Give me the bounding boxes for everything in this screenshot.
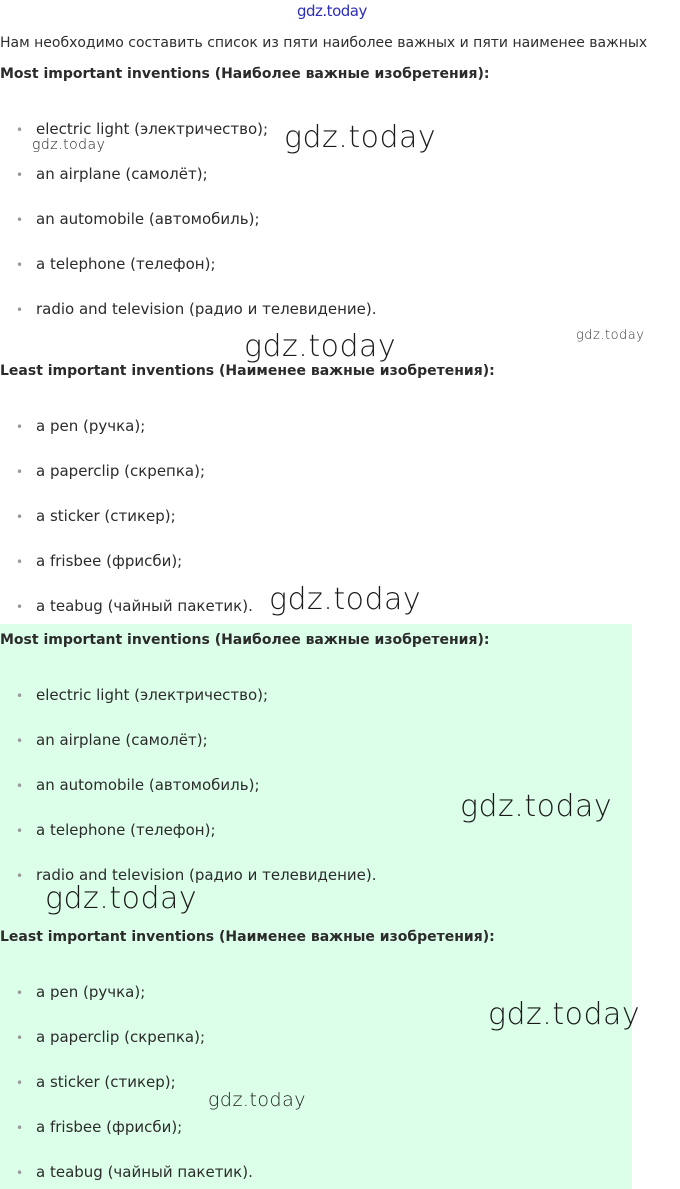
bullet: • bbox=[16, 1166, 24, 1180]
list-item: a frisbee (фрисби); bbox=[36, 552, 183, 570]
bullet: • bbox=[16, 779, 24, 793]
list-item: an airplane (самолёт); bbox=[36, 731, 208, 749]
most-important-heading: Most important inventions (Наиболее важные изобретения): bbox=[0, 632, 490, 648]
watermark-text: gdz.today bbox=[284, 120, 437, 155]
list-item: a pen (ручка); bbox=[36, 983, 146, 1001]
list-item: a teabug (чайный пакетик). bbox=[36, 597, 253, 615]
watermark-text: gdz.today bbox=[488, 997, 641, 1032]
bullet: • bbox=[16, 258, 24, 272]
watermark-text: gdz.today bbox=[269, 582, 422, 617]
watermark-text: gdz.today bbox=[460, 789, 613, 824]
bullet: • bbox=[16, 689, 24, 703]
most-important-heading: Most important inventions (Наиболее важные изобретения): bbox=[0, 66, 490, 82]
list-item: a paperclip (скрепка); bbox=[36, 1028, 206, 1046]
list-item: a teabug (чайный пакетик). bbox=[36, 1163, 253, 1181]
intro-text: Нам необходимо составить список из пяти наиболее важных и пяти наименее важных bbox=[0, 35, 648, 51]
list-item: a paperclip (скрепка); bbox=[36, 462, 206, 480]
list-item: a sticker (стикер); bbox=[36, 507, 176, 525]
watermark-text: gdz.today bbox=[576, 328, 645, 343]
list-item: radio and television (радио и телевидение). bbox=[36, 300, 377, 318]
bullet: • bbox=[16, 420, 24, 434]
list-item: a pen (ручка); bbox=[36, 417, 146, 435]
list-item: an automobile (автомобиль); bbox=[36, 776, 260, 794]
list-item: an automobile (автомобиль); bbox=[36, 210, 260, 228]
list-item: an airplane (самолёт); bbox=[36, 165, 208, 183]
bullet: • bbox=[16, 734, 24, 748]
bullet: • bbox=[16, 824, 24, 838]
bullet: • bbox=[16, 465, 24, 479]
bullet: • bbox=[16, 213, 24, 227]
least-important-heading: Least important inventions (Наименее важные изобретения): bbox=[0, 929, 495, 945]
watermark-text: gdz.today bbox=[244, 329, 397, 364]
watermark-text: gdz.today bbox=[208, 1089, 306, 1111]
bullet: • bbox=[16, 1031, 24, 1045]
bullet: • bbox=[16, 869, 24, 883]
bullet: • bbox=[16, 303, 24, 317]
bullet: • bbox=[16, 123, 24, 137]
list-item: electric light (электричество); bbox=[36, 120, 269, 138]
watermark-text: gdz.today bbox=[32, 137, 106, 153]
least-important-heading: Least important inventions (Наименее важные изобретения): bbox=[0, 363, 495, 379]
list-item: a telephone (телефон); bbox=[36, 255, 216, 273]
list-item: a frisbee (фрисби); bbox=[36, 1118, 183, 1136]
bullet: • bbox=[16, 555, 24, 569]
watermark-text: gdz.today bbox=[45, 881, 198, 916]
site-header-logo[interactable]: gdz.today bbox=[297, 2, 367, 20]
list-item: radio and television (радио и телевидение). bbox=[36, 866, 377, 884]
bullet: • bbox=[16, 1121, 24, 1135]
bullet: • bbox=[16, 1076, 24, 1090]
list-item: a telephone (телефон); bbox=[36, 821, 216, 839]
bullet: • bbox=[16, 168, 24, 182]
list-item: electric light (электричество); bbox=[36, 686, 269, 704]
bullet: • bbox=[16, 986, 24, 1000]
list-item: a sticker (стикер); bbox=[36, 1073, 176, 1091]
bullet: • bbox=[16, 600, 24, 614]
bullet: • bbox=[16, 510, 24, 524]
